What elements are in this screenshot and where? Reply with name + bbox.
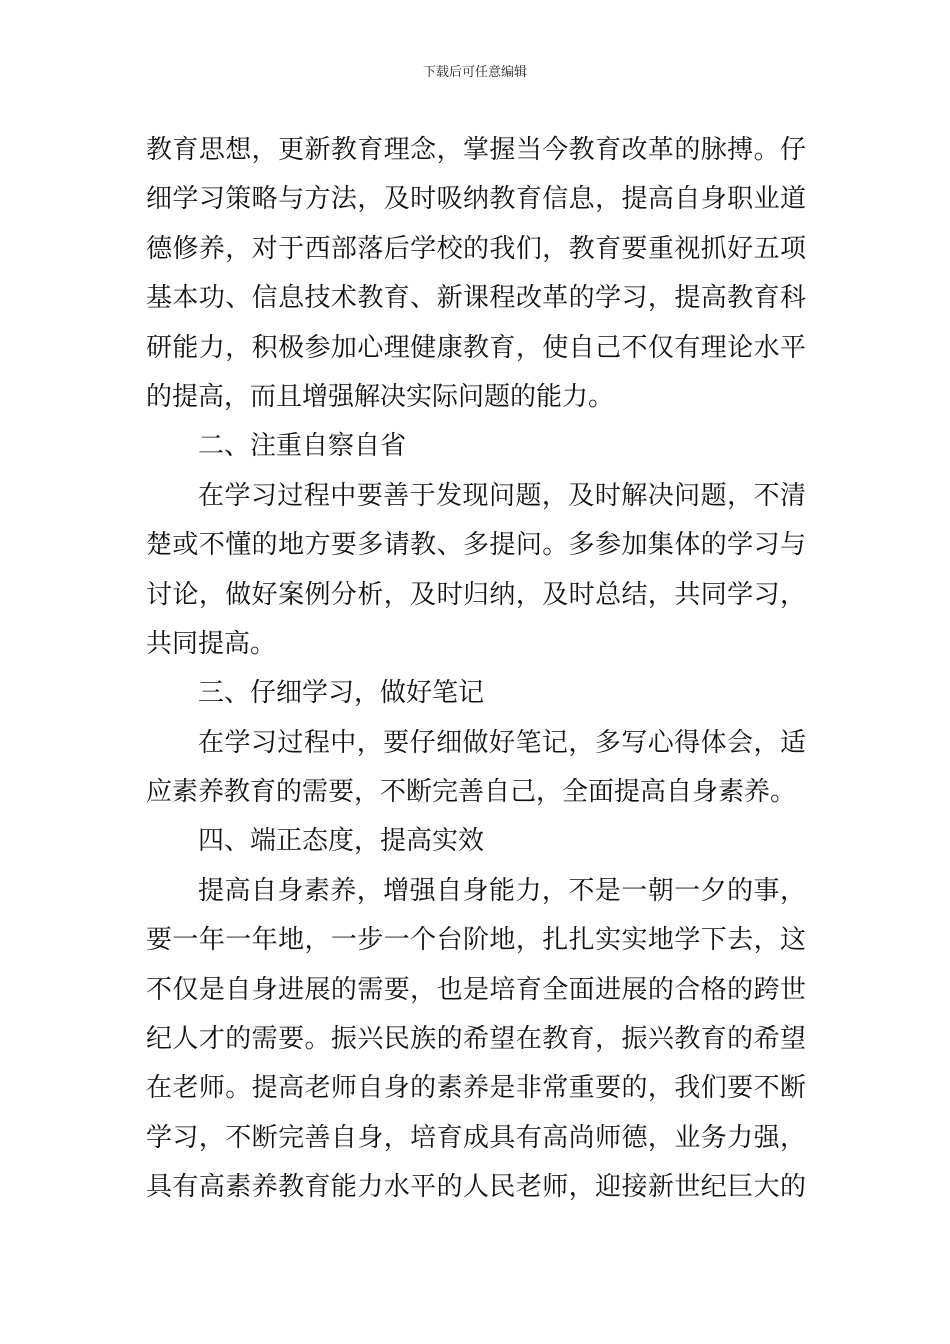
text-line: 细学习策略与方法，及时吸纳教育信息，提高自身职业道 [146,184,806,215]
text-line: 学习，不断完善自身，培育成具有高尚师德，业务力强， [146,1122,806,1153]
text-line: 要一年一年地，一步一个台阶地，扎扎实实地学下去，这 [146,925,806,956]
section-heading-4: 四、端正态度，提高实效 [198,826,485,857]
text-line: 楚或不懂的地方要多请教、多提问。多参加集体的学习与 [146,530,806,561]
text-line: 不仅是自身进展的需要，也是培育全面进展的合格的跨世 [146,974,806,1005]
text-line: 德修养，对于西部落后学校的我们，教育要重视抓好五项 [146,233,806,264]
text-line: 提高自身素养，增强自身能力，不是一朝一夕的事， [198,875,806,906]
page-header-note: 下载后可任意编辑 [422,65,527,80]
text-line: 教育思想，更新教育理念，掌握当今教育改革的脉搏。仔 [146,135,806,165]
text-line: 纪人才的需要。振兴民族的希望在教育，振兴教育的希望 [146,1024,806,1055]
text-line: 共同提高。 [146,628,277,659]
section-heading-2: 二、注重自察自省 [198,431,407,462]
text-line: 研能力，积极参加心理健康教育，使自己不仅有理论水平 [146,332,806,363]
text-line: 基本功、信息技术教育、新课程改革的学习，提高教育科 [146,283,806,314]
text-line: 的提高，而且增强解决实际问题的能力。 [146,381,615,412]
text-line: 在老师。提高老师自身的素养是非常重要的，我们要不断 [146,1073,806,1104]
text-line: 讨论，做好案例分析，及时归纳，及时总结，共同学习， [146,579,806,610]
text-line: 应素养教育的需要，不断完善自己，全面提高自身素养。 [146,777,797,808]
document-body [146,126,806,1213]
text-line: 在学习过程中，要仔细做好笔记，多写心得体会，适 [198,727,806,758]
section-heading-3: 三、仔细学习，做好笔记 [198,678,485,709]
text-line: 具有高素养教育能力水平的人民老师，迎接新世纪巨大的 [146,1172,806,1203]
text-line: 在学习过程中要善于发现问题，及时解决问题，不清 [198,480,806,511]
